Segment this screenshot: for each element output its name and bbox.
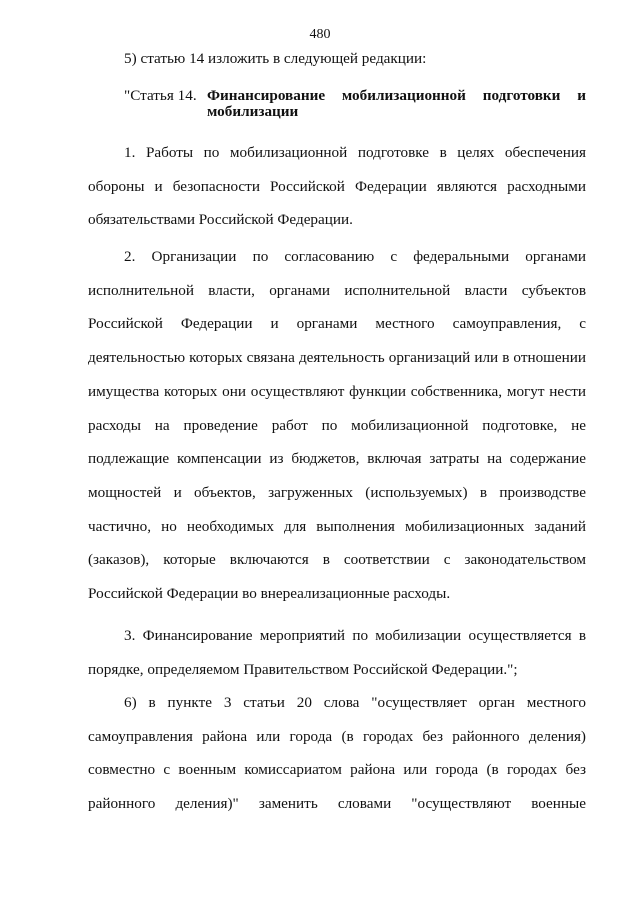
- paragraph-4: [88, 686, 586, 821]
- amendment-intro: 5) статью 14 изложить в следующей редакции:: [124, 50, 427, 67]
- article-number: "Статья 14.: [124, 87, 197, 104]
- paragraph-2: [88, 240, 586, 611]
- paragraph-4-text: 6) в пункте 3 статьи 20 слова "осуществляет орган местного самоуправления района или города (в городах без районного деления) совместно с военным комиссариатом района или города (в городах без районного деления)" заменить словами "осуществляют военные: [88, 694, 586, 813]
- paragraph-3-text: 3. Финансирование мероприятий по мобилизации осуществляется в порядке, определяемом Правительством Российской Федерации.";: [88, 627, 586, 678]
- article-title: Финансирование мобилизационной подготовки и мобилизации: [207, 87, 586, 120]
- paragraph-2-text: 2. Организации по согласованию с федеральными органами исполнительной власти, органами исполнительной власти субъектов Российской Федерации и органами местного самоуправления, с деятельностью которых связана деятельность организаций или в отношении имущества которых они осуществляют функции собственника, могут нести расходы на проведение работ по мобилизационной подготовке, не подлежащие компенсации из бюджетов, включая затраты на содержание мощностей и объектов, загруженных (используемых) в производстве частично, но необходимых для выполнения мобилизационных заданий (заказов), которые включаются в соответствии с законодательством Российской Федерации во внереализационные расходы.: [88, 248, 586, 603]
- page-number: 480: [309, 27, 331, 42]
- paragraph-1: [88, 136, 586, 237]
- paragraph-3: [88, 619, 586, 686]
- article-heading: [124, 88, 586, 120]
- paragraph-1-text: 1. Работы по мобилизационной подготовке в целях обеспечения обороны и безопасности Российской Федерации являются расходными обязательствами Российской Федерации.: [88, 144, 586, 229]
